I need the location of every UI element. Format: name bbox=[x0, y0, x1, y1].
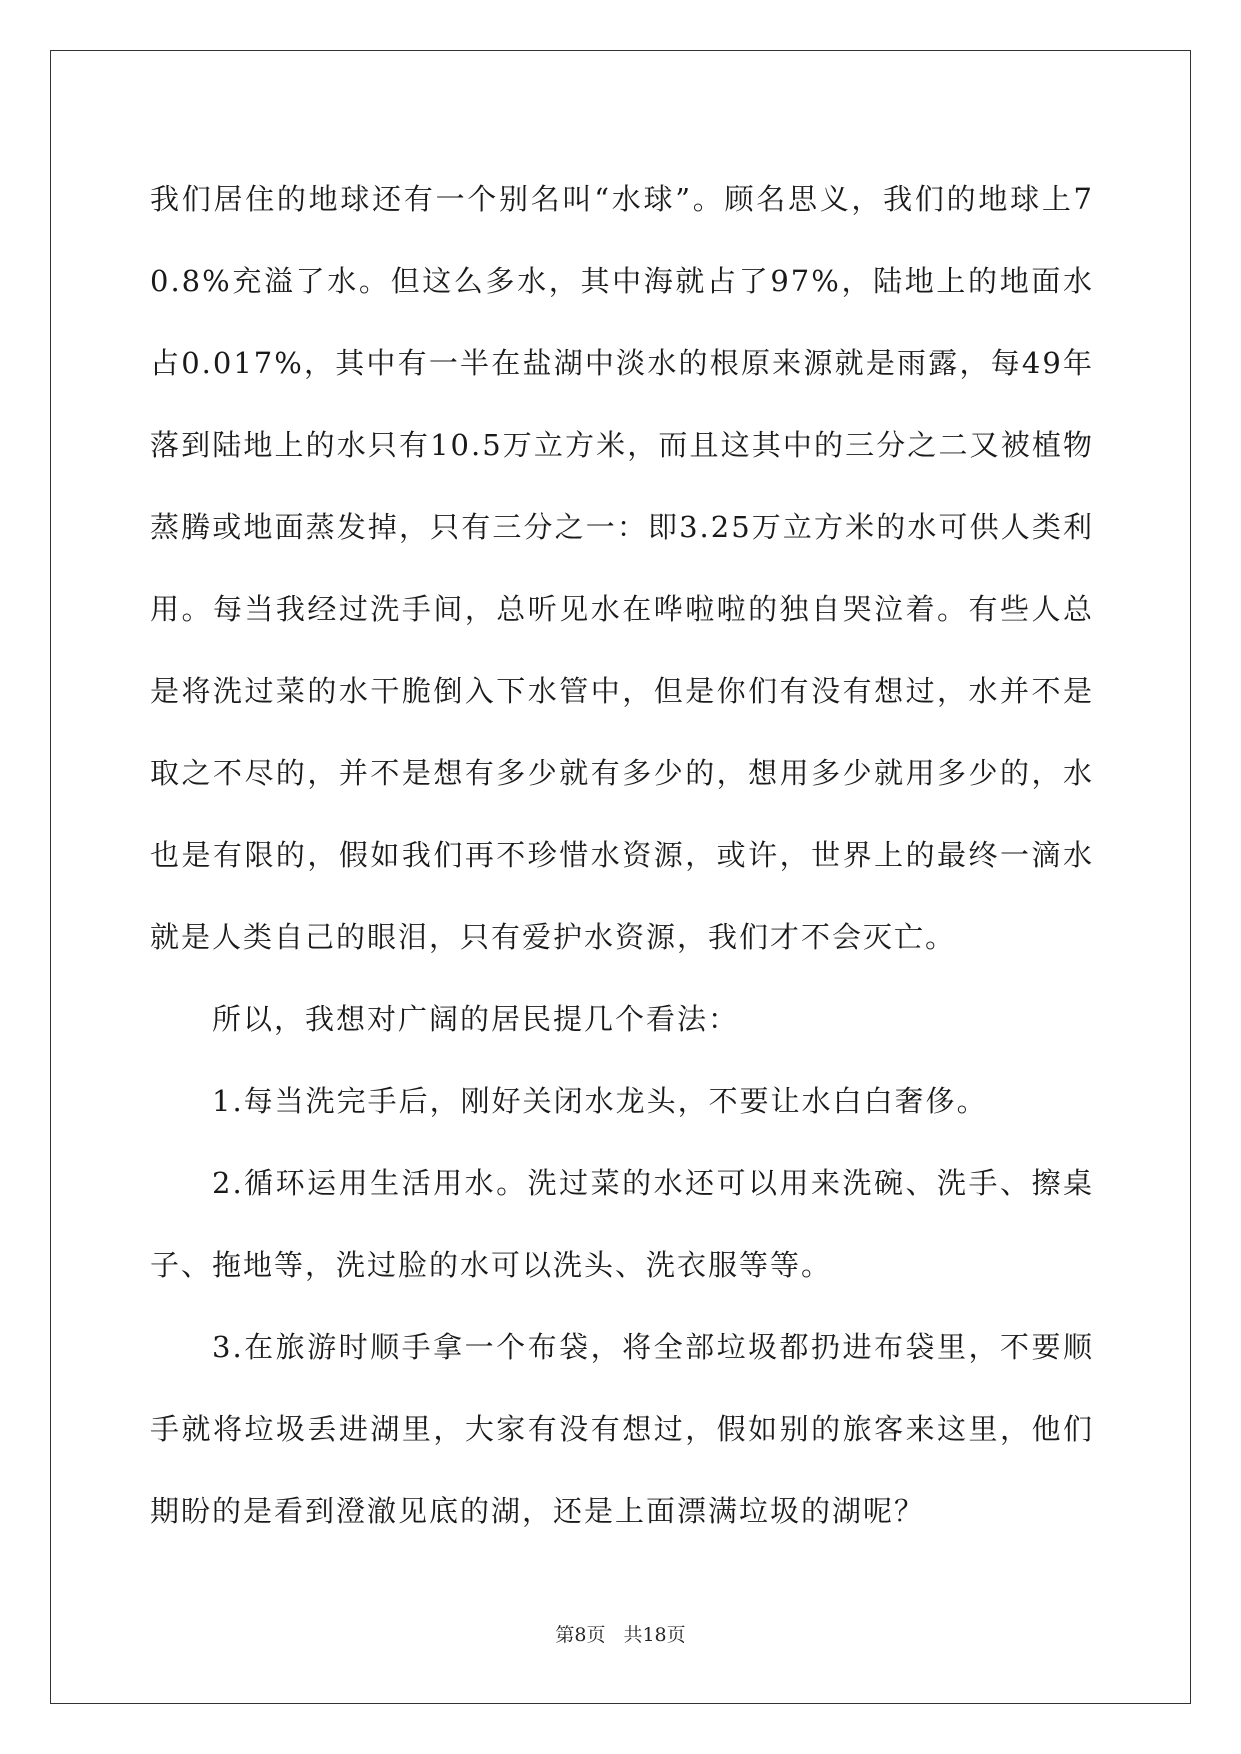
document-body bbox=[150, 158, 1094, 1552]
paragraph-suggestion-2: 2.循环运用生活用水。洗过菜的水还可以用来洗碗、洗手、擦桌子、拖地等，洗过脸的水可以洗头、洗衣服等等。 bbox=[150, 1166, 1094, 1282]
paragraph-suggestion-3: 3.在旅游时顺手拿一个布袋，将全部垃圾都扔进布袋里，不要顺手就将垃圾丢进湖里，大家有没有想过，假如别的旅客来这里，他们期盼的是看到澄澈见底的湖，还是上面漂满垃圾的湖呢？ bbox=[150, 1330, 1094, 1528]
page-footer bbox=[0, 1620, 1241, 1647]
page-total: 共18页 bbox=[623, 1624, 686, 1646]
paragraph-suggestion-1: 1.每当洗完手后，刚好关闭水龙头，不要让水白白奢侈。 bbox=[212, 1084, 988, 1118]
paragraph-intro: 我们居住的地球还有一个别名叫“水球”。顾名思义，我们的地球上70.8%充溢了水。但这么多水，其中海就占了97%，陆地上的地面水占0.017%，其中有一半在盐湖中淡水的根原来源就是雨露，每49年落到陆地上的水只有10.5万立方米，而且这其中的三分之二又被植物蒸腾或地面蒸发掉，只有三分之一：即3.25万立方米的水可供人类利用。每当我经过洗手间，总听见水在哗啦啦的独自哭泣着。有些人总是将洗过菜的水干脆倒入下水管中，但是你们有没有想过，水并不是取之不尽的，并不是想有多少就有多少的，想用多少就用多少的，水也是有限的，假如我们再不珍惜水资源，或许，世界上的最终一滴水就是人类自己的眼泪，只有爱护水资源，我们才不会灭亡。 bbox=[150, 182, 1094, 954]
paragraph-suggestions-lead: 所以，我想对广阔的居民提几个看法： bbox=[212, 1002, 740, 1036]
page-number: 第8页 bbox=[555, 1624, 606, 1646]
